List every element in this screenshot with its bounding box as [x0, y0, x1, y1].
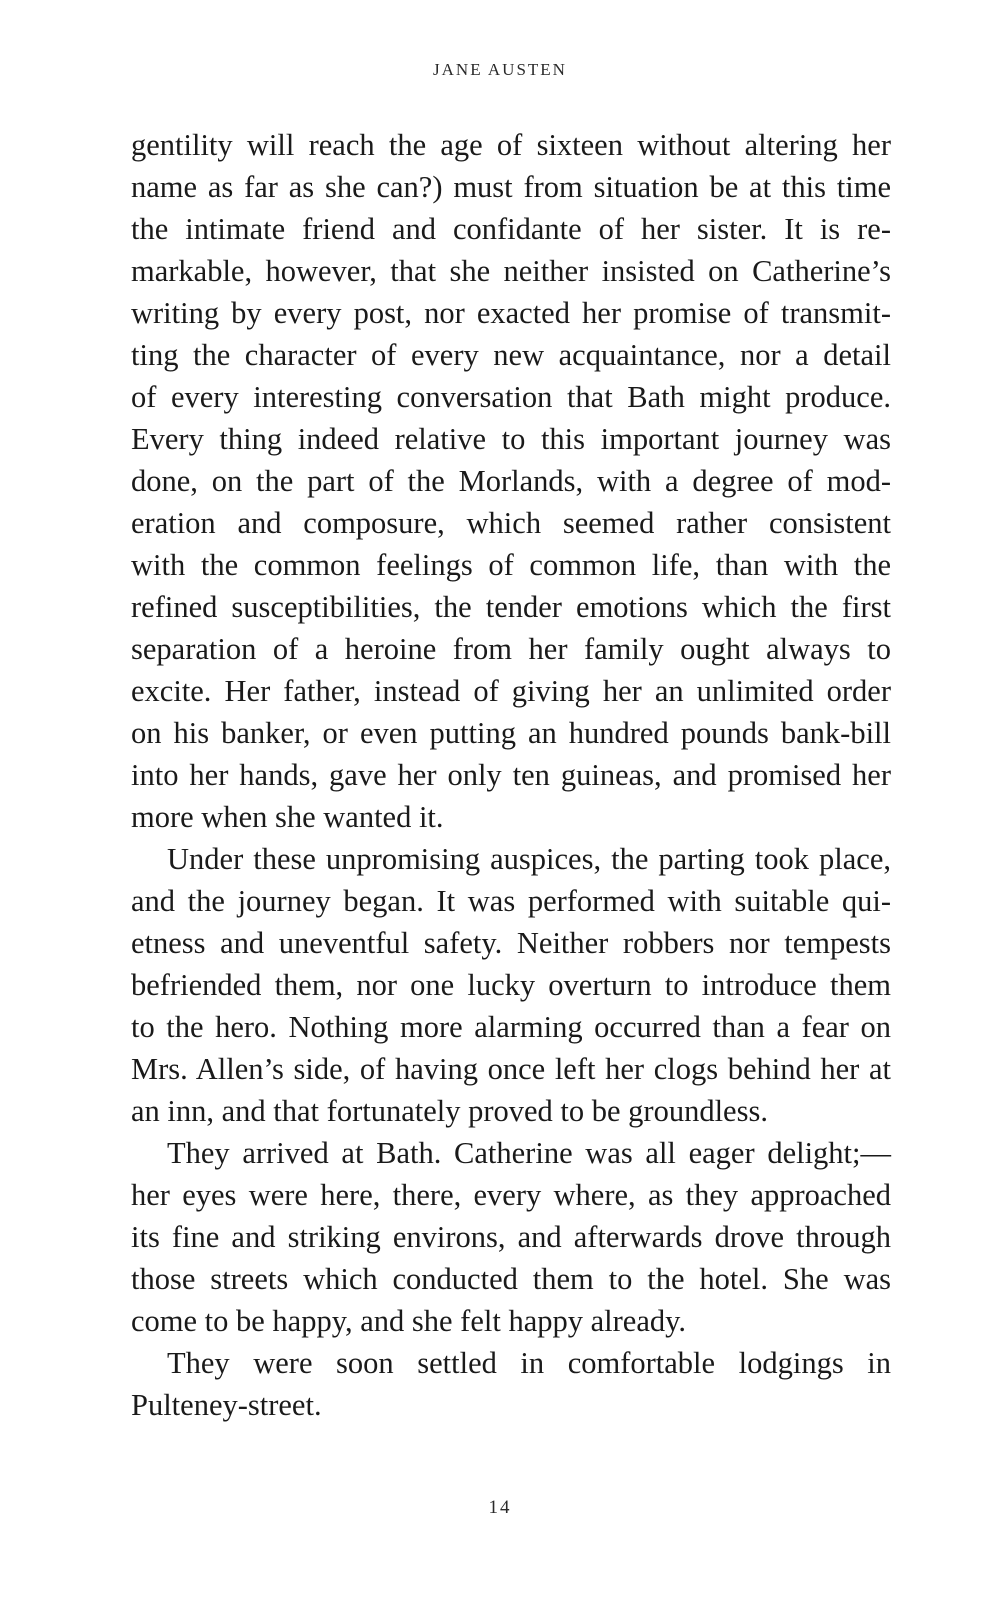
text-line: Pulteney-street. [131, 1388, 322, 1422]
text-line: the intimate friend and confidante of her sister. It is re- [131, 212, 891, 246]
text-line: Mrs. Allen’s side, of having once left her clogs behind her at [131, 1052, 891, 1086]
text-line: name as far as she can?) must from situation be at this time [131, 170, 891, 204]
text-line: Under these unpromising auspices, the parting took place, [167, 842, 891, 876]
text-line: gentility will reach the age of sixteen without altering her [131, 128, 891, 162]
text-line: eration and composure, which seemed rather consistent [131, 506, 891, 540]
text-line: and the journey began. It was performed with suitable qui- [131, 884, 891, 918]
text-line: of every interesting conversation that Bath might produce. [131, 380, 891, 414]
text-line: Every thing indeed relative to this important journey was [131, 422, 891, 456]
text-line: refined susceptibilities, the tender emotions which the first [131, 590, 891, 624]
text-line: its fine and striking environs, and afterwards drove through [131, 1220, 891, 1254]
text-line: with the common feelings of common life, than with the [131, 548, 891, 582]
body-text [131, 124, 891, 1426]
text-line: more when she wanted it. [131, 800, 444, 834]
running-head: JANE AUSTEN [433, 60, 567, 79]
text-line: etness and uneventful safety. Neither robbers nor tempests [131, 926, 891, 960]
text-line: those streets which conducted them to the hotel. She was [131, 1262, 891, 1296]
text-line: into her hands, gave her only ten guineas, and promised her [131, 758, 891, 792]
text-line: come to be happy, and she felt happy already. [131, 1304, 687, 1338]
text-line: writing by every post, nor exacted her promise of transmit- [131, 296, 891, 330]
text-line: on his banker, or even putting an hundred pounds bank-bill [131, 716, 891, 750]
text-line: They were soon settled in comfortable lodgings in [167, 1346, 891, 1380]
text-line: her eyes were here, there, every where, as they approached [131, 1178, 891, 1212]
text-line: They arrived at Bath. Catherine was all eager delight;— [167, 1136, 891, 1170]
text-line: done, on the part of the Morlands, with a degree of mod- [131, 464, 891, 498]
text-line: to the hero. Nothing more alarming occurred than a fear on [131, 1010, 891, 1044]
text-line: separation of a heroine from her family ought always to [131, 632, 891, 666]
text-line: ting the character of every new acquaintance, nor a detail [131, 338, 891, 372]
page-number: 14 [488, 1497, 512, 1518]
text-line: an inn, and that fortunately proved to be groundless. [131, 1094, 768, 1128]
text-line: excite. Her father, instead of giving her an unlimited order [131, 674, 891, 708]
text-line: markable, however, that she neither insisted on Catherine’s [131, 254, 891, 288]
text-line: befriended them, nor one lucky overturn to introduce them [131, 968, 891, 1002]
